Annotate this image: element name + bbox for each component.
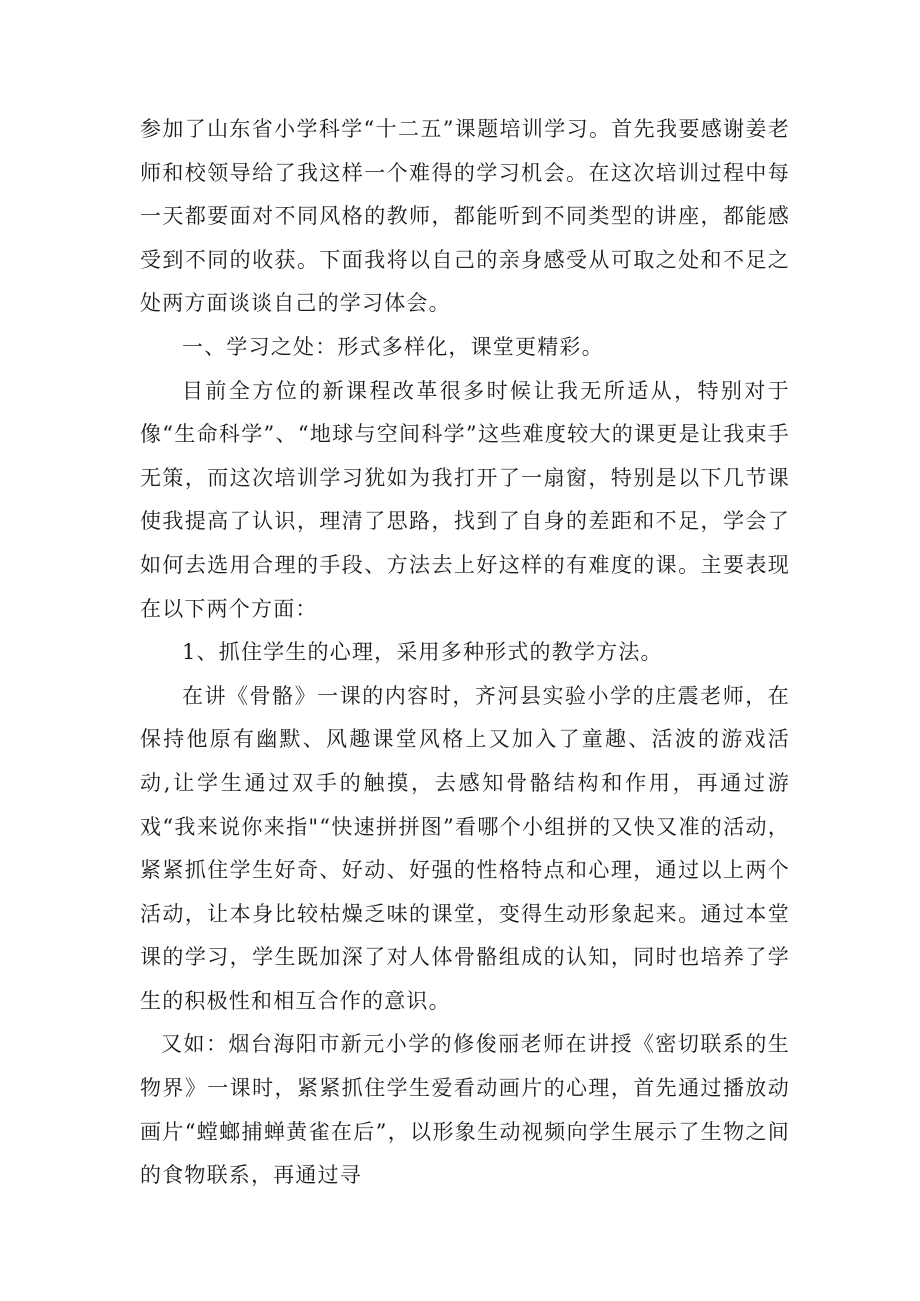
document-body — [140, 108, 790, 1198]
paragraph-example-1: 在讲《骨骼》一课的内容时，齐河县实验小学的庄震老师，在保持他原有幽默、风趣课堂风格上又加入了童趣、活波的游戏活动,让学生通过双手的触摸，去感知骨骼结构和作用，再通过游戏“我来说你来指"“快速拼拼图”看哪个小组拼的又快又准的活动，紧紧抓住学生好奇、好动、好强的性格特点和心理，通过以上两个活动，让本身比较枯燥乏味的课堂，变得生动形象起来。通过本堂课的学习，学生既加深了对人体骨骼组成的认知，同时也培养了学生的积极性和相互合作的意识。 — [140, 683, 790, 1013]
paragraph-section-1: 目前全方位的新课程改革很多时候让我无所适从，特别对于像“生命科学”、“地球与空间科学”这些难度较大的课更是让我束手无策，而这次培训学习犹如为我打开了一扇窗，特别是以下几节课使我提高了认识，理清了思路，找到了自身的差距和不足，学会了如何去选用合理的手段、方法去上好这样的有难度的课。主要表现在以下两个方面： — [140, 378, 790, 621]
paragraph-example-2: 又如：烟台海阳市新元小学的修俊丽老师在讲授《密切联系的生物界》一课时，紧紧抓住学生爱看动画片的心理，首先通过播放动画片“螳螂捕蝉黄雀在后”，以形象生动视频向学生展示了生物之间的食物联系，再通过寻 — [140, 1032, 790, 1188]
section-heading-1: 一、学习之处：形式多样化，课堂更精彩。 — [182, 334, 604, 359]
paragraph-intro: 参加了山东省小学科学“十二五”课题培训学习。首先我要感谢姜老师和校领导给了我这样一个难得的学习机会。在这次培训过程中每一天都要面对不同风格的教师，都能听到不同类型的讲座，都能感受到不同的收获。下面我将以自己的亲身感受从可取之处和不足之处两方面谈谈自己的学习体会。 — [140, 117, 790, 316]
subheading-1: 1、抓住学生的心理，采用多种形式的教学方法。 — [182, 640, 663, 665]
